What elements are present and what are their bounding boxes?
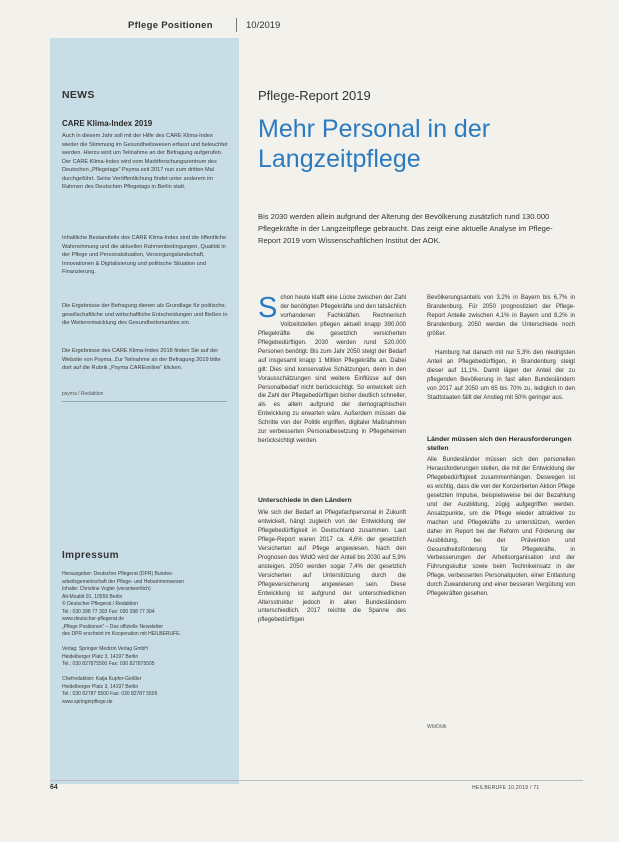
article-subheading: Unterschiede in den Ländern	[258, 497, 352, 504]
article-author: WIdO/dk	[427, 724, 447, 730]
page-number: 64	[50, 784, 58, 791]
news-paragraph: Inhaltliche Bestandteile des CARE Klima-Index sind die öffentliche Wahrnehmung und die aktuellen Rahmenbedingungen, Qualität in der Pflege und Personalsituation, Versorgungslandschaft, Innovationen & Digitalisierung und politische Situation und Finanzierung.	[62, 235, 227, 275]
article-headline: Mehr Personal in der Langzeitpflege	[258, 115, 491, 173]
article-paragraph: Wie sich der Bedarf an Pflegefachpersonal in Zukunft entwickelt, hängt zugleich von der Entwicklung der Pflegebedürftigkeit in Deutschland zusammen. Laut Pflege-Report waren 2017 ca. 4,6% der gesetzlich Versicherten auf Pflege angewiesen. Nach den Prognosen des WIdO wird der Anteil bis 2030 auf 5,9% ansteigen. 2050 werden sogar 7,4% der gesetzlich Versicherten auf Unterstützung durch die Pflegeversicherung angewiesen sein. Diese Entwicklung ist aufgrund der unterschiedlichen Altersstruktur jedoch in allen Bundesländern unterschiedlich. 2017 reichte die Spanne des pflegebedürftigen	[258, 510, 406, 624]
footer-rule	[50, 780, 583, 781]
news-sidebar	[50, 38, 239, 784]
impressum-line: Tel.: 030 82787 5500 Fax: 030 82787 5505	[62, 691, 158, 697]
impressum-line	[62, 639, 230, 647]
news-divider	[62, 401, 227, 402]
impressum-line: Tel.: 030 398 77 303 Fax: 030 398 77 304	[62, 608, 155, 615]
drop-cap: S	[258, 292, 278, 324]
impressum-line: Alt-Moabit 91, 10559 Berlin	[62, 593, 123, 600]
impressum-line: Verlag: Springer Medizin Verlag GmbH	[62, 646, 148, 652]
impressum-title: Impressum	[62, 550, 119, 561]
impressum-line: arbeitsgemeinschaft der Pflege- und Hebammenwesen	[62, 578, 185, 585]
impressum-line: www.springerpflege.de	[62, 698, 113, 705]
news-paragraph: Die Ergebnisse des CARE Klima-Index 2018 finden Sie auf der Website von Psyma. Zur Teilnahme an der Befragung 2019 bitte dort auf die Rubrik „Psyma CAREonline“ klicken.	[62, 348, 221, 371]
header-issue: 10/2019	[246, 20, 281, 31]
impressum-line: © Deutscher Pflegerat / Redaktion	[62, 601, 138, 607]
news-paragraph: Auch in diesem Jahr soll mit der Hilfe des CARE Klima-Index wieder die Stimmung im Gesundheitswesen erfasst und beleuchtet werden. Hierzu wird um Teilnahme an der Befragung aufgerufen. Der CARE Klima-Index wird vom Marktforschungszentrum des Deutschen „Pflegetags“ Psyma seit 2017 nun zum dritten Mal durchgeführt. Seine Veröffentlichung findet unter anderem im Rahmen des Deutschen Pflegetags in Berlin statt.	[62, 133, 228, 190]
impressum-line: www.deutscher-pflegerat.de	[62, 616, 124, 622]
article-kicker: Pflege-Report 2019	[258, 88, 371, 103]
page-footer	[0, 784, 619, 798]
header-section-name: Pflege Positionen	[128, 20, 213, 31]
article-column-2	[427, 294, 575, 339]
news-label: NEWS	[62, 89, 95, 101]
header-separator	[236, 18, 237, 32]
impressum-line: Heidelberger Platz 3, 14197 Berlin	[62, 683, 139, 690]
impressum-line: Herausgeber: Deutscher Pflegerat (DPR) Bundes-	[62, 571, 174, 577]
article-column-1	[258, 294, 406, 446]
news-paragraph: Die Ergebnisse der Befragung dienen als Grundlage für politische, gesellschaftliche und wirtschaftliche Entscheidungen und fließen in die Weiterentwicklung des Gesundheitsmarktes ein.	[62, 303, 228, 326]
article-paragraph: Hamburg hat danach mit nur 5,3% den niedrigsten Anteil an Pflegebedürftigen, in Brandenburg steigt dieser auf 11,1%. Damit lägen der Anteil der zu pflegenden Bevölkerung in fast allen Bundesländern von 2017 auf 2050 um 65 bis 70% zu, lediglich in den Stadtstaaten fällt der Anstieg mit 50% geringer aus.	[427, 350, 575, 401]
article-paragraph: Bevölkerungsanteils von 3,2% in Bayern bis 6,7% in Brandenburg. Für 2050 prognostiziert der Pflege-Report Anteile zwischen 4,1% in Bayern und 8,2% in Brandenburg. 2050 werden die Unterschiede noch größer.	[427, 295, 575, 337]
news-article-title: CARE Klima-Index 2019	[62, 119, 153, 128]
impressum-line: „Pflege Positionen“ – Das offizielle Newsletter	[62, 623, 164, 630]
impressum-line: Tel.: 030 827875500 Fax: 030 827875505	[62, 661, 155, 667]
impressum-text	[62, 571, 230, 706]
article-lead: Bis 2030 werden allein aufgrund der Alterung der Bevölkerung zusätzlich rund 130.000 Pflegekräfte in der Langzeitpflege gebraucht. Das zeigt eine aktuelle Analyse im Pflege-Report 2019 vom Wissenschaftlichen Institut der AOK.	[258, 212, 553, 245]
impressum-line: Heidelberger Platz 3, 14197 Berlin	[62, 653, 139, 660]
journal-reference: HEILBERUFE 10.2019 / 71	[472, 785, 540, 791]
news-author: psyma / Redaktion	[62, 391, 104, 397]
article-paragraph: Alle Bundesländer müssen sich den personellen Herausforderungen stellen, die mit der Entwicklung der Pflegebedürftigkeit zusammenhängen. Deswegen ist es wichtig, dass die von der Konzertierten Aktion Pflege gesetzten Impulse, beispielsweise bei der Bezahlung und der Ausbildung, zügig aufgegriffen werden. Ansatzpunkte, um die Pflege wieder attraktiver zu machen und Pflegekräfte zu unterstützen, werden daher im Report bei der Reform und Förderung der Ausbildung, bei der Prävention und Gesundheitsförderung für Pflegekräfte, in Verbesserungen der Arbeitsorganisation und der Führungskultur sowie beim Technikeinsatz in der Pflege, verbesserten Personalquoten, einer Entlastung durch Zuwanderung und einer besseren Vergütung von Pflegekräften gesehen.	[427, 457, 575, 598]
running-header	[0, 18, 619, 34]
article-subheading: Länder müssen sich den Herausforderungen stellen	[427, 436, 572, 452]
impressum-line: des DPR erscheint im Kooperation mit HEILBERUFE.	[62, 631, 181, 637]
impressum-line: Chefredaktion: Katja Kupfer-Geißler	[62, 676, 142, 682]
article-paragraph: chon heute klafft eine Lücke zwischen der Zahl der benötigten Pflegekräfte und den tatsächlich vorhandenen Fachkräften. Rechnerisch Vollzeitstellen pflegen aktuell knapp 390.000 Pflegekräfte die gesetzlich versicherten Pflegebedürftigen. 2030 werden rund 520.000 Personen benötigt. Bis zum Jahr 2050 steigt der Bedarf auf insgesamt knapp 1 Million Pflegekräfte an. Dabei gilt: Dies sind konservative Schätzungen, denn in den Vorausschätzungen sind weitere Einflüsse auf den Personalbedarf nicht berücksichtigt. So entwickelt sich die Zahl der Pflegebedürftigen bisher deutlich schneller, als es allein aufgrund der demographischen Entwicklung zu erwarten wäre. Außerdem müssen die Schritte von der Politik ergriffen, digitaler Maßnahmen zur verbesserten Personalbesetzung in Pflegeheimen berücksichtigt werden.	[258, 295, 406, 445]
impressum-line	[62, 669, 230, 677]
impressum-line: Inhalte: Christine Vogler (verantwortlich)	[62, 586, 151, 592]
